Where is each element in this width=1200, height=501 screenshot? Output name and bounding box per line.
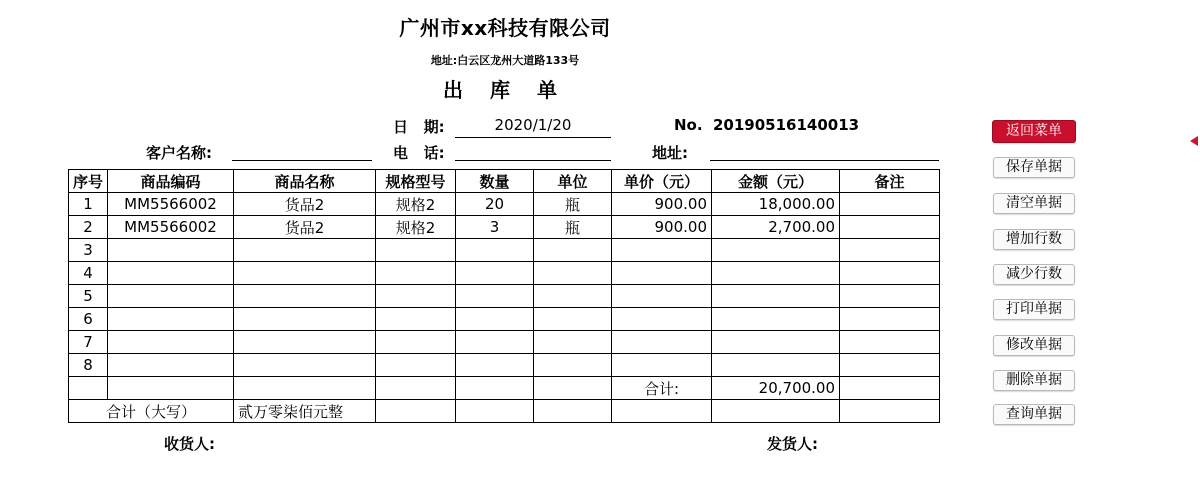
- cell-qty[interactable]: [456, 262, 534, 285]
- cell-note[interactable]: [840, 285, 940, 308]
- table-row: [69, 354, 940, 377]
- cell-name[interactable]: [234, 354, 376, 377]
- address-underline: [710, 160, 939, 161]
- header-unit: 单位: [534, 170, 612, 193]
- delete-document-button[interactable]: 删除单据: [993, 370, 1075, 391]
- cell-price[interactable]: [612, 308, 712, 331]
- cell-note[interactable]: [840, 354, 940, 377]
- table-header-row: [69, 170, 940, 193]
- header-qty: 数量: [456, 170, 534, 193]
- header-amount: 金额（元）: [712, 170, 840, 193]
- phone-label: 电 话:: [393, 144, 445, 162]
- cell-amount[interactable]: [712, 308, 840, 331]
- cell-price[interactable]: 900.00: [612, 216, 712, 239]
- cell-note[interactable]: [840, 193, 940, 216]
- cell-unit[interactable]: [534, 262, 612, 285]
- print-document-button[interactable]: 打印单据: [993, 299, 1075, 320]
- cell-name[interactable]: [234, 262, 376, 285]
- cell-amount[interactable]: 2,700.00: [712, 216, 840, 239]
- cell-spec[interactable]: [376, 331, 456, 354]
- cell-amount[interactable]: [712, 285, 840, 308]
- cell-price[interactable]: 900.00: [612, 193, 712, 216]
- cell-amount[interactable]: [712, 331, 840, 354]
- header-code: 商品编码: [108, 170, 234, 193]
- cell-note[interactable]: [840, 216, 940, 239]
- header-spec: 规格型号: [376, 170, 456, 193]
- cell-code[interactable]: [108, 308, 234, 331]
- cell-price[interactable]: [612, 331, 712, 354]
- cell-spec[interactable]: [376, 354, 456, 377]
- cell-spec[interactable]: [376, 285, 456, 308]
- total-upper-value: 贰万零柒佰元整: [234, 400, 376, 423]
- cell-note[interactable]: [840, 239, 940, 262]
- cell-name[interactable]: [234, 308, 376, 331]
- date-value[interactable]: 2020/1/20: [494, 116, 572, 134]
- total-label: 合计:: [612, 377, 712, 400]
- cell-no[interactable]: 5: [69, 285, 108, 308]
- cell-price[interactable]: [612, 354, 712, 377]
- table-row: [69, 262, 940, 285]
- phone-underline: [455, 160, 611, 161]
- items-table: [68, 169, 940, 423]
- cell-qty[interactable]: [456, 308, 534, 331]
- cell-qty[interactable]: 20: [456, 193, 534, 216]
- date-underline: [455, 137, 611, 138]
- header-price: 单价（元）: [612, 170, 712, 193]
- add-rows-button[interactable]: 增加行数: [993, 229, 1075, 250]
- cell-no[interactable]: 7: [69, 331, 108, 354]
- cell-qty[interactable]: [456, 239, 534, 262]
- no-label: No.: [674, 116, 703, 134]
- header-note: 备注: [840, 170, 940, 193]
- cell-unit[interactable]: [534, 308, 612, 331]
- cell-name[interactable]: [234, 331, 376, 354]
- red-triangle-icon: [1190, 136, 1198, 146]
- cell-unit[interactable]: [534, 285, 612, 308]
- receiver-label: 收货人:: [164, 435, 215, 453]
- cell-note[interactable]: [840, 308, 940, 331]
- cell-name[interactable]: [234, 285, 376, 308]
- cell-no[interactable]: 1: [69, 193, 108, 216]
- query-document-button[interactable]: 查询单据: [993, 404, 1075, 425]
- total-value: 20,700.00: [712, 377, 840, 400]
- table-row: [69, 308, 940, 331]
- table-row: [69, 331, 940, 354]
- table-row: [69, 216, 940, 239]
- cell-amount[interactable]: [712, 262, 840, 285]
- table-row: [69, 285, 940, 308]
- cell-qty[interactable]: [456, 285, 534, 308]
- back-menu-button[interactable]: 返回菜单: [992, 120, 1076, 143]
- sender-label: 发货人:: [767, 435, 818, 453]
- cell-no[interactable]: 2: [69, 216, 108, 239]
- company-address: 地址:白云区龙州大道路133号: [430, 54, 580, 67]
- cell-code[interactable]: [108, 354, 234, 377]
- cell-note[interactable]: [840, 262, 940, 285]
- cell-price[interactable]: [612, 239, 712, 262]
- cell-price[interactable]: [612, 262, 712, 285]
- cell-name[interactable]: [234, 239, 376, 262]
- document-title: 出 库 单: [443, 78, 567, 102]
- cell-amount[interactable]: 18,000.00: [712, 193, 840, 216]
- cell-no[interactable]: 4: [69, 262, 108, 285]
- cell-qty[interactable]: [456, 354, 534, 377]
- cell-name[interactable]: 货品2: [234, 216, 376, 239]
- header-no: 序号: [69, 170, 108, 193]
- cell-code[interactable]: [108, 331, 234, 354]
- date-label: 日 期:: [393, 118, 445, 136]
- cell-spec[interactable]: [376, 239, 456, 262]
- cell-qty[interactable]: [456, 331, 534, 354]
- cell-amount[interactable]: [712, 239, 840, 262]
- cell-code[interactable]: [108, 239, 234, 262]
- cell-amount[interactable]: [712, 354, 840, 377]
- cell-code[interactable]: MM5566002: [108, 193, 234, 216]
- cell-spec[interactable]: [376, 308, 456, 331]
- cell-note[interactable]: [840, 331, 940, 354]
- customer-underline: [232, 160, 372, 161]
- cell-unit[interactable]: 瓶: [534, 216, 612, 239]
- table-total-row: [69, 377, 940, 400]
- company-name: 广州市xx科技有限公司: [399, 16, 611, 40]
- cell-no[interactable]: 8: [69, 354, 108, 377]
- table-row: [69, 193, 940, 216]
- cell-spec[interactable]: 规格2: [376, 216, 456, 239]
- edit-document-button[interactable]: 修改单据: [993, 335, 1075, 356]
- table-row: [69, 239, 940, 262]
- cell-no[interactable]: 6: [69, 308, 108, 331]
- cell-unit[interactable]: [534, 354, 612, 377]
- cell-price[interactable]: [612, 285, 712, 308]
- cell-unit[interactable]: [534, 331, 612, 354]
- total-upper-label: 合计（大写）: [69, 400, 234, 423]
- cell-name[interactable]: 货品2: [234, 193, 376, 216]
- cell-code[interactable]: [108, 262, 234, 285]
- cell-code[interactable]: [108, 285, 234, 308]
- clear-document-button[interactable]: 清空单据: [993, 193, 1075, 214]
- header-name: 商品名称: [234, 170, 376, 193]
- customer-label: 客户名称:: [146, 144, 212, 162]
- cell-code[interactable]: MM5566002: [108, 216, 234, 239]
- no-value: 20190516140013: [713, 116, 860, 134]
- cell-spec[interactable]: [376, 262, 456, 285]
- cell-unit[interactable]: [534, 239, 612, 262]
- save-document-button[interactable]: 保存单据: [993, 157, 1075, 178]
- cell-no[interactable]: 3: [69, 239, 108, 262]
- cell-spec[interactable]: 规格2: [376, 193, 456, 216]
- cell-unit[interactable]: 瓶: [534, 193, 612, 216]
- address-label: 地址:: [652, 144, 688, 162]
- cell-qty[interactable]: 3: [456, 216, 534, 239]
- remove-rows-button[interactable]: 减少行数: [993, 264, 1075, 285]
- table-total-upper-row: [69, 400, 940, 423]
